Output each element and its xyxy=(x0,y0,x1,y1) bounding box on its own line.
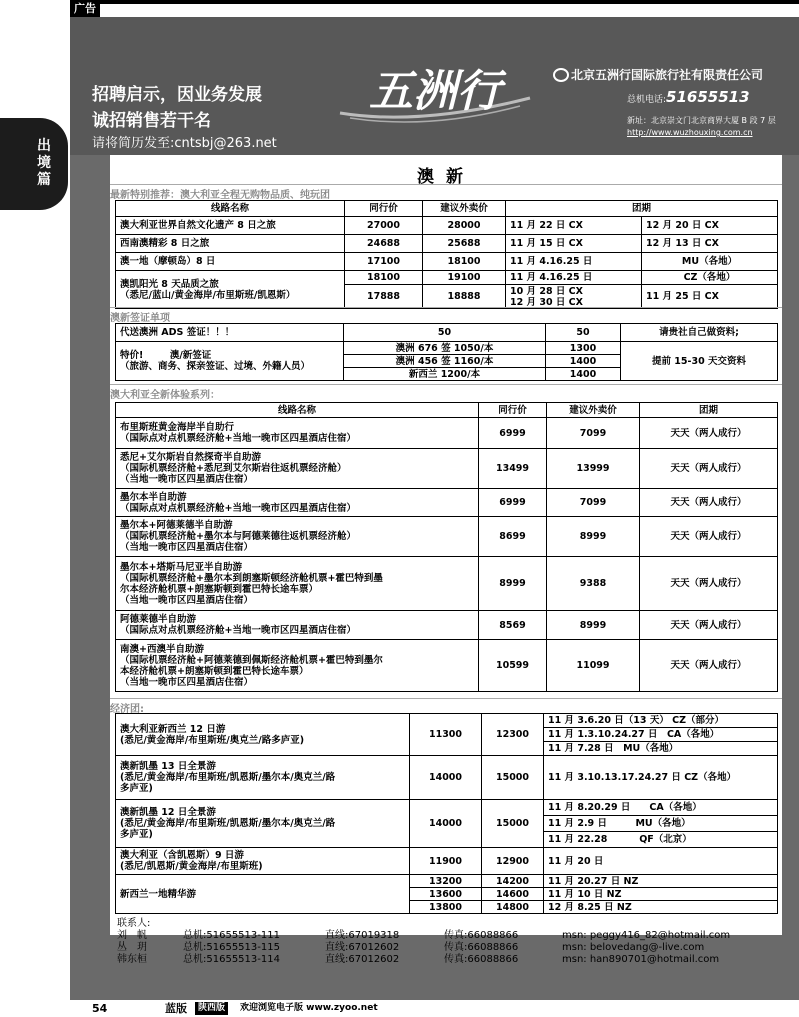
contact-direct: 直线:67012602 xyxy=(325,942,400,953)
route-line: （国际机票经济舱+阿德莱德到佩斯经济舱机票+霍巴特到墨尔 xyxy=(120,654,383,666)
table-row xyxy=(116,253,778,271)
contact-name: 韩东桓 xyxy=(117,954,147,965)
dates: 11 月 20.27 日 NZ xyxy=(544,875,778,888)
route-name: 澳一地（摩顿岛）8 日 xyxy=(116,253,345,271)
table-row xyxy=(116,714,778,728)
trade-price: 14000 xyxy=(410,756,482,800)
table-row xyxy=(116,875,778,888)
route-line: （国际机票经济舱+墨尔本与阿德莱德往返机票经济舱） xyxy=(120,531,356,542)
route-name-line: （悉尼/蓝山/黄金海岸/布里斯班/凯恩斯） xyxy=(120,289,296,301)
hotline-number: 51655513 xyxy=(666,88,750,106)
trade-price: 13800 xyxy=(410,901,482,914)
side-tab-label: 出境篇 xyxy=(37,138,51,188)
route-name xyxy=(116,800,410,848)
col-route: 线路名称 xyxy=(116,201,345,217)
table-row xyxy=(116,517,778,557)
route-line: 尔本经济舱机票+朗塞斯顿到霍巴特长途车票） xyxy=(120,583,318,595)
contact-fax: 传真:66088866 xyxy=(444,942,519,953)
dates: 天天（两人成行） xyxy=(640,489,778,517)
contacts xyxy=(117,918,730,966)
route-name xyxy=(116,756,410,800)
route-line: 墨尔本半自助游 xyxy=(120,491,187,503)
retail-price: 13999 xyxy=(547,449,640,489)
route-name xyxy=(116,848,410,875)
special-title: 澳/新签证 xyxy=(169,350,212,361)
route-name xyxy=(116,449,479,489)
col-dates: 团期 xyxy=(506,201,778,217)
retail-price: 15000 xyxy=(482,800,544,848)
table-row xyxy=(116,449,778,489)
logo-text: 五洲行 xyxy=(369,66,501,117)
date-2: MU（各地） xyxy=(642,253,778,271)
footer xyxy=(70,1000,799,1017)
company-hotline xyxy=(627,88,750,106)
section-experience-heading: 澳大利亚全新体验系列： xyxy=(110,384,782,401)
route-line: （当地一晚市区四星酒店住宿） xyxy=(120,474,254,485)
retail-price: 11099 xyxy=(547,640,640,692)
table-row xyxy=(116,217,778,235)
ads-visa-trade: 50 xyxy=(344,324,546,342)
special-tag: 特价! xyxy=(120,350,144,361)
ads-visa-note: 请贵社自己做资料; xyxy=(621,324,778,342)
table-row xyxy=(116,640,778,692)
route-line: 本经济舱机票+朗塞斯顿到霍巴特长途车票） xyxy=(120,665,309,677)
side-tab xyxy=(0,118,68,210)
table-row xyxy=(116,611,778,640)
retail-price: 7099 xyxy=(547,489,640,517)
trade-price: 13499 xyxy=(479,449,547,489)
trade-price: 17888 xyxy=(345,285,423,309)
route-name: 西南澳精彩 8 日之旅 xyxy=(116,235,345,253)
edition-label: 蓝版 xyxy=(165,1002,187,1015)
route-line: (悉尼/凯恩斯/黄金海岸/布里斯班) xyxy=(120,861,263,872)
retail-price: 25688 xyxy=(423,235,506,253)
retail-price: 8999 xyxy=(547,517,640,557)
retail-price: 14200 xyxy=(482,875,544,888)
company-address: 新址：北京崇文门北京商界大厦 B 段 7 层 xyxy=(627,116,776,125)
route-line: 多庐亚) xyxy=(120,829,153,840)
contacts-label: 联系人: xyxy=(117,918,151,929)
route-line: 悉尼+艾尔斯岩自然探奇半自助游 xyxy=(120,452,261,463)
contact-msn[interactable]: msn: peggy416_82@hotmail.com xyxy=(562,930,731,941)
route-line: （当地一晚市区四星酒店住宿） xyxy=(120,594,254,606)
col-retail-price: 建议外卖价 xyxy=(423,201,506,217)
route-line: 澳新凯墨 12 日全景游 xyxy=(120,807,216,818)
dates: 天天（两人成行） xyxy=(640,418,778,449)
retail-price: 9388 xyxy=(547,557,640,611)
retail-price: 18888 xyxy=(423,285,506,309)
retail-price: 14600 xyxy=(482,888,544,901)
col-route: 线路名称 xyxy=(116,403,479,418)
retail-price: 15000 xyxy=(482,756,544,800)
dates: 12 月 8.25 日 NZ xyxy=(544,901,778,914)
trade-price: 8699 xyxy=(479,517,547,557)
table-row xyxy=(116,756,778,800)
section-visa-heading: 澳新签证单项 xyxy=(110,307,782,324)
route-line: 澳大利亚新西兰 12 日游 xyxy=(120,723,226,735)
contact-direct: 直线:67012602 xyxy=(325,954,400,965)
col-dates: 团期 xyxy=(640,403,778,418)
table-row xyxy=(116,271,778,285)
dates: 天天（两人成行） xyxy=(640,517,778,557)
contact-fax: 传真:66088866 xyxy=(444,930,519,941)
visa-table xyxy=(115,323,778,381)
experience-table xyxy=(115,402,778,692)
table-row xyxy=(116,557,778,611)
company-url[interactable]: http://www.wuzhouxing.com.cn xyxy=(627,128,753,137)
retail-price: 14800 xyxy=(482,901,544,914)
trade-price: 24688 xyxy=(345,235,423,253)
ads-visa-retail: 50 xyxy=(546,324,621,342)
trade-price: 18100 xyxy=(345,271,423,285)
route-name xyxy=(116,418,479,449)
route-name xyxy=(116,517,479,557)
route-name xyxy=(116,611,479,640)
page-number: 54 xyxy=(92,1002,108,1015)
table-row xyxy=(116,235,778,253)
route-line: 多庐亚) xyxy=(120,783,153,794)
special-visa-label xyxy=(116,342,344,381)
visa-price: 1400 xyxy=(546,368,621,381)
route-name: 澳大利亚世界自然文化遗产 8 日之旅 xyxy=(116,217,345,235)
contact-row xyxy=(117,954,730,966)
route-line: 墨尔本+阿德莱德半自助游 xyxy=(120,520,233,531)
col-trade-price: 同行价 xyxy=(479,403,547,418)
special-table xyxy=(115,200,778,309)
ads-visa-label: 代送澳洲 ADS 签证！！！ xyxy=(116,324,344,342)
trade-price: 17100 xyxy=(345,253,423,271)
contact-main: 总机:51655513-115 xyxy=(183,942,280,953)
date-2: 12 月 20 日 CX xyxy=(642,217,778,235)
section-special-heading: 最新特别推荐：澳大利亚全程无购物品质、纯玩团 xyxy=(110,184,782,201)
col-trade-price: 同行价 xyxy=(345,201,423,217)
route-line: （国际机票经济舱+悉尼到艾尔斯岩往返机票经济舱） xyxy=(120,463,347,474)
route-line: 澳大利亚（含凯恩斯）9 日游 xyxy=(120,850,244,861)
route-line: （当地一晚市区四星酒店住宿） xyxy=(120,676,254,688)
contact-main: 总机:51655513-111 xyxy=(183,930,280,941)
date-line: 12 月 30 日 CX xyxy=(510,296,583,308)
trade-price: 27000 xyxy=(345,217,423,235)
contact-fax: 传真:66088866 xyxy=(444,954,519,965)
table-row xyxy=(116,418,778,449)
route-line: （国际点对点机票经济舱+当地一晚市区四星酒店住宿） xyxy=(120,502,356,514)
date-1: 11 月 15 日 CX xyxy=(506,235,642,253)
contact-main: 总机:51655513-114 xyxy=(183,954,280,965)
trade-price: 13600 xyxy=(410,888,482,901)
hotline-label: 总机电话: xyxy=(627,95,667,105)
trade-price: 11900 xyxy=(410,848,482,875)
trade-price: 13200 xyxy=(410,875,482,888)
date-2: CZ（各地） xyxy=(642,271,778,285)
company-name xyxy=(553,66,763,83)
trade-price: 6999 xyxy=(479,489,547,517)
visa-item: 澳洲 676 签 1050/本 xyxy=(344,342,546,355)
trade-price: 11300 xyxy=(410,714,482,756)
route-line: 阿德莱德半自助游 xyxy=(120,614,197,625)
retail-price: 7099 xyxy=(547,418,640,449)
special-visa-line xyxy=(120,350,339,361)
date-2: 12 月 13 日 CX xyxy=(642,235,778,253)
route-line: 墨尔本+塔斯马尼亚半自助游 xyxy=(120,561,242,573)
dates: 天天（两人成行） xyxy=(640,640,778,692)
table-row xyxy=(116,848,778,875)
retail-price: 12900 xyxy=(482,848,544,875)
route-name: 新西兰一地精华游 xyxy=(116,875,410,914)
date-1: 11 月 4.16.25 日 xyxy=(506,253,642,271)
trade-price: 8569 xyxy=(479,611,547,640)
visa-item: 澳洲 456 签 1160/本 xyxy=(344,355,546,368)
visa-price: 1300 xyxy=(546,342,621,355)
route-name-line: 澳凯阳光 8 天品质之旅 xyxy=(120,278,219,290)
trade-price: 14000 xyxy=(410,800,482,848)
recruit-line-2: 诚招销售若干名 xyxy=(92,111,211,131)
visa-note: 提前 15-30 天交资料 xyxy=(621,342,778,381)
route-line: 布里斯班黄金海岸半自助行 xyxy=(120,422,235,433)
route-name xyxy=(116,489,479,517)
dates: 11 月 1.3.10.24.27 日 CA（各地） xyxy=(544,728,778,742)
dates: 11 月 20 日 xyxy=(544,848,778,875)
edition-tag: 陕西版 xyxy=(195,1002,228,1015)
route-line: （国际机票经济舱+墨尔本到朗塞斯顿经济舱机票+霍巴特到墨 xyxy=(120,572,383,584)
dates: 11 月 10 日 NZ xyxy=(544,888,778,901)
company-name-text: 北京五洲行国际旅行社有限责任公司 xyxy=(571,68,764,82)
route-name xyxy=(116,714,410,756)
date-1: 11 月 4.16.25 日 xyxy=(506,271,642,285)
visa-item: 新西兰 1200/本 xyxy=(344,368,546,381)
route-name xyxy=(116,271,345,309)
route-line: (悉尼/黄金海岸/布里斯班/凯恩斯/墨尔本/奥克兰/路 xyxy=(120,772,336,783)
contact-direct: 直线:67019318 xyxy=(325,930,400,941)
col-retail-price: 建议外卖价 xyxy=(547,403,640,418)
company-logo-icon xyxy=(553,68,569,82)
top-rule xyxy=(70,0,799,10)
route-line: （国际点对点机票经济舱+当地一晚市区四星酒店住宿） xyxy=(120,433,356,444)
dates: 天天（两人成行） xyxy=(640,557,778,611)
route-line: (悉尼/黄金海岸/布里斯班/凯恩斯/墨尔本/奥克兰/路 xyxy=(120,818,336,829)
route-line: 澳新凯墨 13 日全景游 xyxy=(120,761,216,772)
retail-price: 19100 xyxy=(423,271,506,285)
dates: 11 月 3.6.20 日（13 天） CZ（部分） xyxy=(544,714,778,728)
brand-logo xyxy=(330,58,540,128)
dates: 11 月 8.20.29 日 CA（各地） xyxy=(544,800,778,816)
date-1: 11 月 22 日 CX xyxy=(506,217,642,235)
recruit-email: 请将简历发至:cntsbj@263.net xyxy=(92,136,277,151)
dates: 天天（两人成行） xyxy=(640,449,778,489)
route-name xyxy=(116,640,479,692)
contact-name: 丛 玥 xyxy=(117,942,147,953)
contact-msn[interactable]: msn: han890701@hotmail.com xyxy=(562,954,720,965)
dates: 11 月 22.28 QF（北京） xyxy=(544,832,778,848)
special-subtitle: （旅游、商务、探亲签证、过境、外籍人员） xyxy=(120,361,311,372)
contact-msn[interactable]: msn: belovedang@-live.com xyxy=(562,942,705,953)
date-1 xyxy=(506,285,642,309)
trade-price: 8999 xyxy=(479,557,547,611)
date-line: 10 月 28 日 CX xyxy=(510,285,583,297)
table-row xyxy=(116,342,778,355)
welcome-text[interactable]: 欢迎浏览电子版 www.zyoo.net xyxy=(240,1003,378,1013)
contact-name: 刘 帆 xyxy=(117,930,147,941)
retail-price: 12300 xyxy=(482,714,544,756)
route-line: (悉尼/黄金海岸/布里斯班/奥克兰/路多庐亚) xyxy=(120,734,305,746)
trade-price: 6999 xyxy=(479,418,547,449)
trade-price: 10599 xyxy=(479,640,547,692)
retail-price: 8999 xyxy=(547,611,640,640)
contact-row xyxy=(117,930,730,942)
visa-price: 1400 xyxy=(546,355,621,368)
contact-row xyxy=(117,942,730,954)
route-name xyxy=(116,557,479,611)
retail-price: 28000 xyxy=(423,217,506,235)
dates: 11 月 2.9 日 MU（各地） xyxy=(544,816,778,832)
route-line: （国际点对点机票经济舱+当地一晚市区四星酒店住宿） xyxy=(120,625,356,636)
date-2: 11 月 25 日 CX xyxy=(642,285,778,309)
dates: 天天（两人成行） xyxy=(640,611,778,640)
table-row xyxy=(116,324,778,342)
section-economy-heading: 经济团: xyxy=(110,698,782,715)
route-line: （当地一晚市区四星酒店住宿） xyxy=(120,542,254,553)
recruit-line-1: 招聘启示，因业务发展 xyxy=(92,85,262,105)
table-row xyxy=(116,489,778,517)
page-title: 澳新 xyxy=(417,167,475,187)
dates: 11 月 7.28 日 MU（各地） xyxy=(544,742,778,756)
route-line: 南澳+西澳半自助游 xyxy=(120,643,204,655)
retail-price: 18100 xyxy=(423,253,506,271)
economy-table xyxy=(115,713,778,914)
dates: 11 月 3.10.13.17.24.27 日 CZ（各地） xyxy=(544,756,778,800)
ad-tag: 广告 xyxy=(70,0,100,17)
table-row xyxy=(116,800,778,816)
